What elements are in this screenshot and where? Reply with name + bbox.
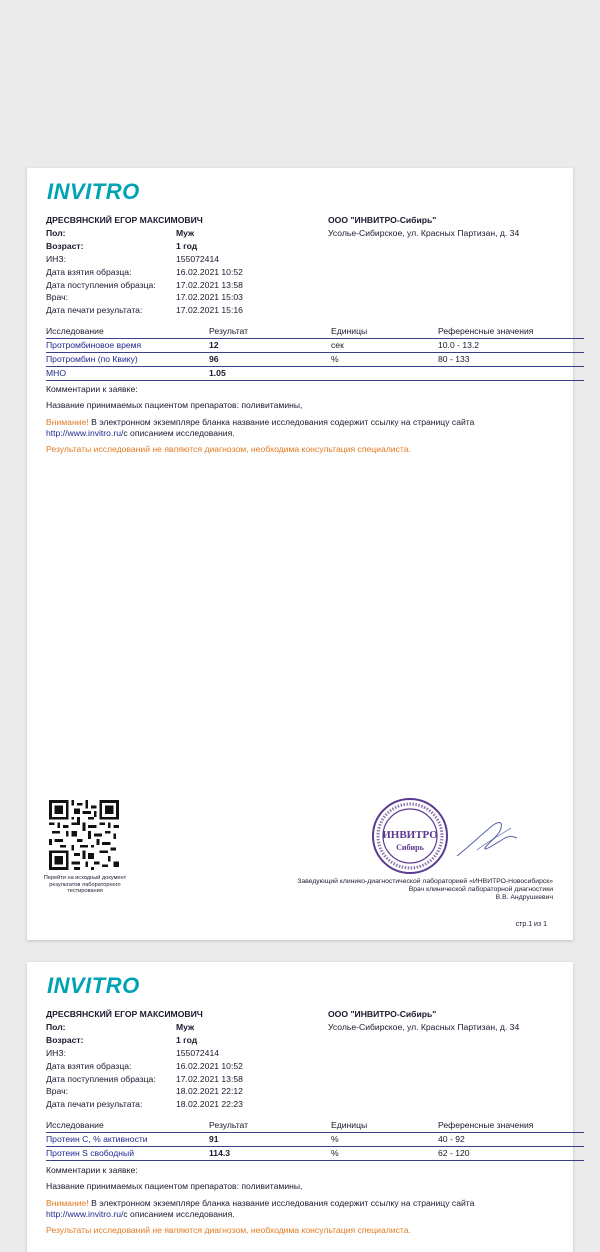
info-row: Дата печати результата: 17.02.2021 15:16	[46, 305, 243, 316]
patient-name: ДРЕСВЯНСКИЙ ЕГОР МАКСИМОВИЧ	[46, 215, 203, 225]
lab-address: Усолье-Сибирское, ул. Красных Партизан, д. 34	[328, 1021, 520, 1032]
results-table	[46, 1119, 584, 1161]
results-table	[46, 325, 584, 381]
qr-code-icon[interactable]	[49, 800, 119, 870]
patient-info	[46, 1008, 346, 1111]
test-link[interactable]: Протромбиновое время	[46, 339, 142, 350]
table-row: Протромбиновое время 12 сек 10.0 - 13.2	[46, 339, 584, 353]
table-row: МНО 1.05	[46, 367, 584, 381]
drugs-text: Название принимаемых пациентом препаратов: поливитамины,	[46, 400, 303, 410]
info-row: Возраст: 1 год	[46, 240, 198, 251]
qr-caption: Перейти на исходный документ результатов лабораторного тестирования	[43, 875, 127, 895]
info-row: Дата поступления образца: 17.02.2021 13:58	[46, 1073, 243, 1084]
info-row: Дата печати результата: 18.02.2021 22:23	[46, 1099, 243, 1110]
table-row: Протеин С, % активности 91 % 40 - 92	[46, 1133, 584, 1147]
test-link[interactable]: Протеин S свободный	[46, 1147, 135, 1158]
lab-info	[328, 1008, 519, 1034]
patient-info	[46, 214, 346, 317]
stamp-subtext: Сибирь	[396, 843, 424, 852]
disclaimer: Результаты исследований не являются диагнозом, необходима консультация специалиста.	[46, 444, 411, 454]
lab-name: ООО "ИНВИТРО-Сибирь"	[328, 1009, 437, 1019]
invitro-logo: INVITRO	[47, 973, 140, 998]
invitro-logo: INVITRO	[47, 179, 140, 204]
lab-stamp	[370, 796, 450, 876]
lab-address: Усолье-Сибирское, ул. Красных Партизан, д. 34	[328, 227, 520, 238]
page-number: стр.1 из 1	[515, 921, 547, 928]
table-header: Исследование Результат Единицы Референсные значения	[46, 1119, 584, 1133]
attention-word: Внимание!	[46, 1198, 89, 1208]
info-row: Дата поступления образца: 17.02.2021 13:58	[46, 279, 243, 290]
comments-label: Комментарии к заявке:	[46, 384, 138, 394]
test-link[interactable]: Протромбин (по Квику)	[46, 353, 138, 364]
info-row: Дата взятия образца: 16.02.2021 10:52	[46, 1060, 243, 1071]
lab-info	[328, 214, 519, 240]
table-header: Исследование Результат Единицы Референсные значения	[46, 325, 584, 339]
info-row: Возраст: 1 год	[46, 1034, 198, 1045]
table-row: Протеин S свободный 114.3 % 62 - 120	[46, 1147, 584, 1161]
signature	[447, 814, 527, 864]
attention-word: Внимание!	[46, 417, 89, 427]
info-row: Пол: Муж	[46, 227, 195, 238]
result-page-1	[27, 168, 573, 940]
drugs-text: Название принимаемых пациентом препаратов: поливитамины,	[46, 1181, 303, 1191]
info-row: ИНЗ: 155072414	[46, 1047, 220, 1058]
info-row: Дата взятия образца: 16.02.2021 10:52	[46, 266, 243, 277]
test-link[interactable]: МНО	[46, 367, 67, 378]
test-link[interactable]: Протеин С, % активности	[46, 1133, 148, 1144]
info-row: Врач: 18.02.2021 22:12	[46, 1086, 243, 1097]
info-row: Пол: Муж	[46, 1021, 195, 1032]
invitro-link[interactable]: http://www.invitro.ru/	[46, 427, 124, 438]
comments-label: Комментарии к заявке:	[46, 1165, 138, 1175]
invitro-link[interactable]: http://www.invitro.ru/	[46, 1208, 124, 1219]
result-page-2	[27, 962, 573, 1252]
stamp-text: ИНВИТРО	[382, 829, 438, 841]
attention-note: Внимание! В электронном экземпляре бланка название исследования содержит ссылку на страницу сайта http://www.invitro.ru/с описанием исследования.	[46, 1198, 475, 1219]
info-row: Врач: 17.02.2021 15:03	[46, 292, 243, 303]
table-row: Протромбин (по Квику) 96 % 80 - 133	[46, 353, 584, 367]
lab-name: ООО "ИНВИТРО-Сибирь"	[328, 215, 437, 225]
attention-note: Внимание! В электронном экземпляре бланка название исследования содержит ссылку на страницу сайта http://www.invitro.ru/с описанием исследования.	[46, 417, 475, 438]
disclaimer: Результаты исследований не являются диагнозом, необходима консультация специалиста.	[46, 1225, 411, 1235]
info-row: ИНЗ: 155072414	[46, 253, 220, 264]
patient-name: ДРЕСВЯНСКИЙ ЕГОР МАКСИМОВИЧ	[46, 1009, 203, 1019]
doctor-info: Заведующий клинико-диагностической лабораторией «ИНВИТРО-Новосибирск» Врач клинической лабораторной диагностики В.В. Андрушкевич	[297, 878, 553, 901]
